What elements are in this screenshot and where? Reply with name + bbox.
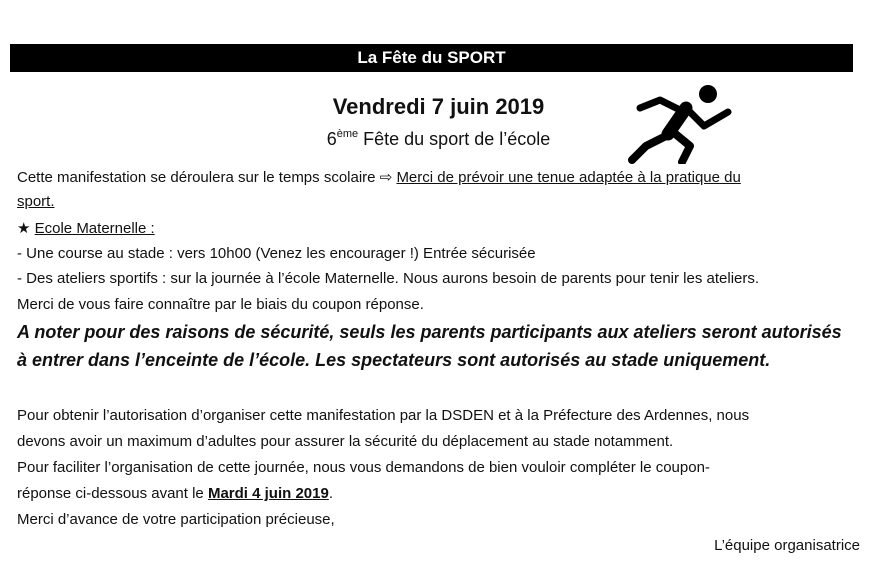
security-warning-1: A noter pour des raisons de sécurité, seuls les parents participants aux ateliers seront autorisés <box>17 322 842 342</box>
intro-text: Cette manifestation se déroulera sur le temps scolaire <box>17 169 380 186</box>
deadline-period: . <box>328 485 334 502</box>
body-paragraph-2a: Pour faciliter l’organisation de cette journée, nous vous demandons de bien vouloir compléter le coupon- <box>17 459 710 476</box>
body-paragraph-2b <box>17 485 333 502</box>
body-paragraph-1a: Pour obtenir l’autorisation d’organiser cette manifestation par la DSDEN et à la Préfecture des Ardennes, nous <box>17 407 750 424</box>
outfit-notice-2: sport. <box>17 193 55 210</box>
outfit-notice-1: Merci de prévoir une tenue adaptée à la pratique du <box>396 169 741 186</box>
maternelle-item-1: - Une course au stade : vers 10h00 (Venez les encourager !) Entrée sécurisée <box>17 245 536 262</box>
arrow-icon: ⇨ <box>379 169 393 186</box>
subtitle-number: 6 <box>326 129 337 149</box>
deadline-intro: réponse ci-dessous avant le <box>17 485 208 502</box>
maternelle-heading-line <box>17 219 155 237</box>
thanks-line: Merci d’avance de votre participation précieuse, <box>17 511 335 528</box>
security-warning-2: à entrer dans l’enceinte de l’école. Les spectateurs sont autorisés au stade uniquement. <box>17 350 771 370</box>
subtitle-ordinal: ème <box>336 128 359 140</box>
star-icon: ★ <box>17 220 31 237</box>
maternelle-item-2: - Des ateliers sportifs : sur la journée à l’école Maternelle. Nous aurons besoin de parents pour tenir les ateliers. <box>17 270 760 287</box>
maternelle-item-3: Merci de vous faire connaître par le biais du coupon réponse. <box>17 296 424 313</box>
deadline-date: Mardi 4 juin 2019 <box>207 485 329 502</box>
intro-line <box>17 168 741 186</box>
header-banner: La Fête du SPORT <box>10 44 853 72</box>
runner-icon <box>628 78 742 164</box>
signature: L’équipe organisatrice <box>714 537 860 554</box>
maternelle-heading: Ecole Maternelle : <box>34 220 155 237</box>
body-paragraph-1b: devons avoir un maximum d’adultes pour assurer la sécurité du déplacement au stade notamment. <box>17 433 674 450</box>
event-date-title: Vendredi 7 juin 2019 <box>332 94 545 119</box>
subtitle-text: Fête du sport de l’école <box>358 129 551 149</box>
